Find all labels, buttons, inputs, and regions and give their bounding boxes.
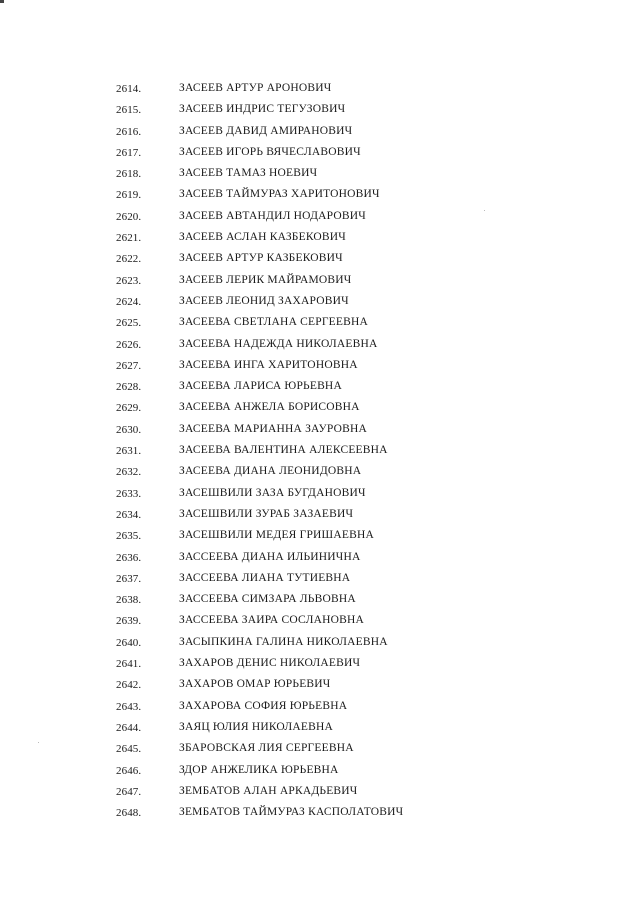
list-item: [0, 463, 640, 484]
entry-name: ЗАСЕЕВ ТАМАЗ НОЕВИЧ: [179, 167, 318, 180]
entry-number: 2645.: [116, 743, 142, 756]
list-item: [0, 123, 640, 144]
entry-name: ЗАССЕЕВА ЛИАНА ТУТИЕВНА: [179, 571, 351, 584]
entry-number: 2622.: [116, 253, 142, 266]
entry-name: ЗАСЕЕВ ЛЕРИК МАЙРАМОВИЧ: [179, 273, 352, 286]
entry-name: ЗАСЕЕВ ЛЕОНИД ЗАХАРОВИЧ: [179, 294, 349, 307]
entry-number: 2648.: [116, 807, 142, 820]
entry-number: 2626.: [116, 338, 142, 351]
list-item: [0, 634, 640, 655]
entry-number: 2627.: [116, 359, 142, 372]
entry-number: 2620.: [116, 210, 142, 223]
entry-number: 2646.: [116, 764, 142, 777]
entry-number: 2633.: [116, 487, 142, 500]
list-item: [0, 506, 640, 527]
entry-name: ЗАСЕЕВ ДАВИД АМИРАНОВИЧ: [179, 124, 353, 137]
entry-name: ЗАСЕЕВ АВТАНДИЛ НОДАРОВИЧ: [179, 209, 366, 222]
entry-name: ЗАСЕЕВА ВАЛЕНТИНА АЛЕКСЕЕВНА: [179, 444, 388, 457]
list-item: [0, 804, 640, 825]
list-item: [0, 698, 640, 719]
entry-name: ЗАСЕЕВА МАРИАННА ЗАУРОВНА: [179, 422, 367, 435]
list-item: [0, 612, 640, 633]
list-item: [0, 485, 640, 506]
entry-name: ЗАСЕЕВ ТАЙМУРАЗ ХАРИТОНОВИЧ: [179, 188, 380, 201]
entry-number: 2635.: [116, 530, 142, 543]
list-item: [0, 144, 640, 165]
list-item: [0, 570, 640, 591]
list-item: [0, 208, 640, 229]
list-item: [0, 591, 640, 612]
list-item: [0, 421, 640, 442]
entry-name: ЗАСЕЕВ АРТУР КАЗБЕКОВИЧ: [179, 252, 343, 265]
list-item: [0, 399, 640, 420]
entry-name: ЗАСЕЕВ ИГОРЬ ВЯЧЕСЛАВОВИЧ: [179, 145, 361, 158]
list-item: [0, 80, 640, 101]
list-item: [0, 250, 640, 271]
entry-number: 2647.: [116, 785, 142, 798]
entry-number: 2629.: [116, 402, 142, 415]
entry-name: ЗАСЕЕВА АНЖЕЛА БОРИСОВНА: [179, 401, 360, 414]
entry-number: 2631.: [116, 445, 142, 458]
entry-name: ЗАСЕШВИЛИ МЕДЕЯ ГРИШАЕВНА: [179, 529, 374, 542]
entry-number: 2618.: [116, 168, 142, 181]
entry-name: ЗАСЕЕВ АСЛАН КАЗБЕКОВИЧ: [179, 231, 346, 244]
entry-name: ЗАСЕЕВА ИНГА ХАРИТОНОВНА: [179, 358, 358, 371]
entry-name: ЗАСЫПКИНА ГАЛИНА НИКОЛАЕВНА: [179, 635, 388, 648]
entry-number: 2628.: [116, 381, 142, 394]
entry-name: ЗАЯЦ ЮЛИЯ НИКОЛАЕВНА: [179, 720, 333, 733]
entry-name: ЗАССЕЕВА СИМЗАРА ЛЬВОВНА: [179, 593, 356, 606]
list-item: [0, 186, 640, 207]
entry-name: ЗАСЕЕВ ИНДРИС ТЕГУЗОВИЧ: [179, 103, 346, 116]
entry-name: ЗАСЕЕВА ЛАРИСА ЮРЬЕВНА: [179, 380, 342, 393]
list-item: [0, 442, 640, 463]
entry-name: ЗАХАРОВ ДЕНИС НИКОЛАЕВИЧ: [179, 657, 361, 670]
entry-name: ЗЕМБАТОВ ТАЙМУРАЗ КАСПОЛАТОВИЧ: [179, 806, 404, 819]
list-item: [0, 272, 640, 293]
entry-number: 2614.: [116, 83, 142, 95]
entry-name: ЗАССЕЕВА ДИАНА ИЛЬИНИЧНА: [179, 550, 361, 563]
entry-number: 2637.: [116, 572, 142, 585]
list-item: [0, 336, 640, 357]
list-item: [0, 783, 640, 804]
entry-number: 2643.: [116, 700, 142, 713]
list-item: [0, 378, 640, 399]
entry-name: ЗАССЕЕВА ЗАИРА СОСЛАНОВНА: [179, 614, 364, 627]
list-item: [0, 549, 640, 570]
entry-name: ЗАХАРОВА СОФИЯ ЮРЬЕВНА: [179, 699, 348, 712]
entry-number: 2625.: [116, 317, 142, 330]
entry-number: 2641.: [116, 658, 142, 671]
list-item: [0, 165, 640, 186]
entry-number: 2615.: [116, 104, 142, 117]
entry-number: 2630.: [116, 423, 142, 436]
list-item: [0, 229, 640, 250]
entry-name: ЗАСЕШВИЛИ ЗУРАБ ЗАЗАЕВИЧ: [179, 507, 354, 520]
list-item: [0, 293, 640, 314]
entry-number: 2617.: [116, 146, 142, 159]
entry-number: 2623.: [116, 274, 142, 287]
entry-number: 2634.: [116, 508, 142, 521]
entry-name: ЗАСЕЕВ АРТУР АРОНОВИЧ: [179, 82, 332, 94]
list-item: [0, 740, 640, 761]
entry-number: 2638.: [116, 594, 142, 607]
entry-name: ЗАХАРОВ ОМАР ЮРЬЕВИЧ: [179, 678, 331, 691]
entry-name: ЗБАРОВСКАЯ ЛИЯ СЕРГЕЕВНА: [179, 742, 354, 755]
entry-number: 2639.: [116, 615, 142, 628]
entry-number: 2642.: [116, 679, 142, 692]
scan-corner-mark: [0, 0, 4, 3]
entry-name: ЗАСЕЕВА НАДЕЖДА НИКОЛАЕВНА: [179, 337, 378, 350]
entry-number: 2636.: [116, 551, 142, 564]
entry-name: ЗДОР АНЖЕЛИКА ЮРЬЕВНА: [179, 763, 339, 776]
list-item: [0, 676, 640, 697]
entry-number: 2624.: [116, 295, 142, 308]
entry-number: 2632.: [116, 466, 142, 479]
entry-name: ЗАСЕЕВА ДИАНА ЛЕОНИДОВНА: [179, 465, 362, 478]
list-item: [0, 314, 640, 335]
list-item: [0, 527, 640, 548]
list-item: [0, 719, 640, 740]
name-list: [0, 80, 640, 825]
list-item: [0, 655, 640, 676]
entry-number: 2640.: [116, 636, 142, 649]
entry-name: ЗАСЕЕВА СВЕТЛАНА СЕРГЕЕВНА: [179, 316, 369, 329]
entry-number: 2644.: [116, 721, 142, 734]
entry-name: ЗАСЕШВИЛИ ЗАЗА БУГДАНОВИЧ: [179, 486, 366, 499]
entry-number: 2621.: [116, 232, 142, 245]
list-item: [0, 762, 640, 783]
entry-name: ЗЕМБАТОВ АЛАН АРКАДЬЕВИЧ: [179, 784, 358, 797]
list-item: [0, 357, 640, 378]
entry-number: 2619.: [116, 189, 142, 202]
entry-number: 2616.: [116, 125, 142, 138]
list-item: [0, 101, 640, 122]
